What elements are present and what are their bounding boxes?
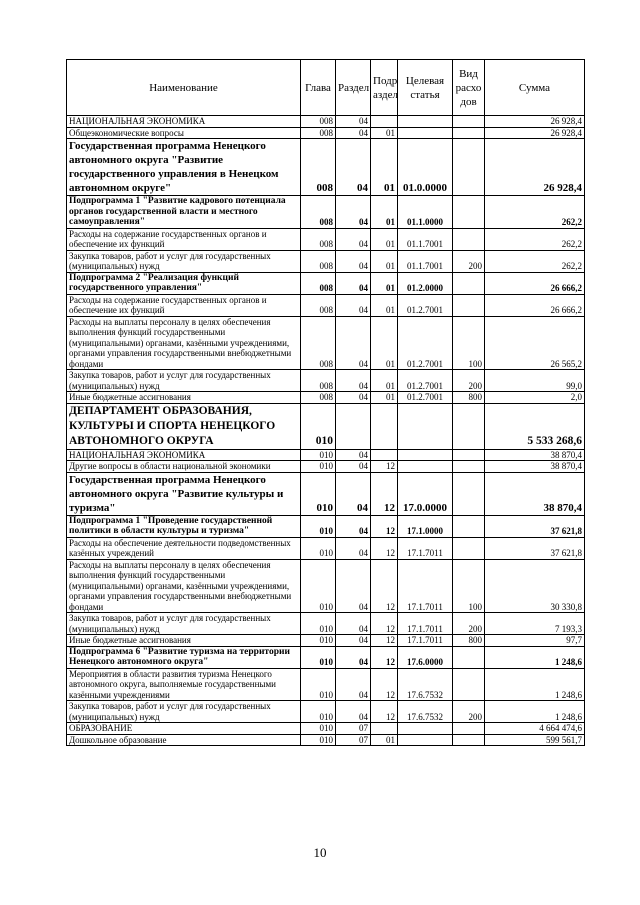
row-expense-type	[453, 461, 485, 473]
row-section: 04	[336, 701, 371, 723]
row-name: Иные бюджетные ассигнования	[67, 635, 301, 647]
header-expense-type: Вид расхо дов	[453, 60, 485, 116]
row-expense-type: 800	[453, 635, 485, 647]
row-subsection: 01	[371, 370, 398, 392]
row-section: 04	[336, 272, 371, 294]
row-target: 17.6.7532	[398, 668, 453, 701]
row-sum: 4 664 474,6	[485, 723, 585, 735]
row-subsection: 12	[371, 461, 398, 473]
row-target	[398, 723, 453, 735]
row-expense-type	[453, 668, 485, 701]
table-row	[67, 127, 585, 139]
header-chapter: Глава	[301, 60, 336, 116]
row-chapter: 010	[301, 515, 336, 537]
row-target: 17.1.7011	[398, 559, 453, 613]
row-subsection: 12	[371, 701, 398, 723]
row-section: 04	[336, 449, 371, 461]
row-section: 07	[336, 734, 371, 746]
table-row	[67, 472, 585, 515]
row-name: Расходы на выплаты персоналу в целях обеспечения выполнения функций государственными (муниципальными) органами, казёнными учреждениями, органами управления государственными внебюджетными фондами	[67, 559, 301, 613]
row-expense-type	[453, 515, 485, 537]
table-row	[67, 316, 585, 370]
row-target	[398, 734, 453, 746]
row-target: 01.0.0000	[398, 139, 453, 196]
row-chapter: 010	[301, 668, 336, 701]
row-expense-type: 200	[453, 613, 485, 635]
table-row	[67, 403, 585, 449]
row-subsection: 12	[371, 668, 398, 701]
row-name: Подпрограмма 1 "Развитие кадрового потенциала органов государственной власти и местного самоуправления"	[67, 196, 301, 229]
table-row	[67, 250, 585, 272]
row-sum: 38 870,4	[485, 461, 585, 473]
row-sum: 26 666,2	[485, 294, 585, 316]
row-expense-type: 100	[453, 559, 485, 613]
row-subsection: 12	[371, 635, 398, 647]
row-subsection: 01	[371, 734, 398, 746]
row-subsection: 12	[371, 613, 398, 635]
row-sum: 1 248,6	[485, 668, 585, 701]
row-chapter: 008	[301, 127, 336, 139]
row-section: 04	[336, 116, 371, 128]
row-chapter: 008	[301, 392, 336, 404]
row-target: 01.1.0000	[398, 196, 453, 229]
row-section: 04	[336, 537, 371, 559]
row-sum: 97,7	[485, 635, 585, 647]
row-subsection: 01	[371, 228, 398, 250]
row-section: 04	[336, 613, 371, 635]
row-section: 04	[336, 559, 371, 613]
row-expense-type	[453, 272, 485, 294]
row-target: 17.6.7532	[398, 701, 453, 723]
row-section	[336, 403, 371, 449]
row-expense-type: 800	[453, 392, 485, 404]
row-chapter: 010	[301, 701, 336, 723]
row-target: 17.1.7011	[398, 537, 453, 559]
row-expense-type	[453, 472, 485, 515]
row-chapter: 008	[301, 294, 336, 316]
row-sum: 262,2	[485, 196, 585, 229]
row-expense-type	[453, 646, 485, 668]
row-section: 04	[336, 196, 371, 229]
row-sum: 37 621,8	[485, 515, 585, 537]
row-sum: 26 928,4	[485, 116, 585, 128]
row-expense-type	[453, 228, 485, 250]
row-subsection: 01	[371, 250, 398, 272]
row-section: 04	[336, 228, 371, 250]
row-subsection	[371, 116, 398, 128]
row-target	[398, 127, 453, 139]
row-subsection	[371, 403, 398, 449]
table-body	[67, 116, 585, 746]
table-row	[67, 559, 585, 613]
table-row	[67, 515, 585, 537]
row-chapter: 008	[301, 370, 336, 392]
table-row	[67, 196, 585, 229]
table-row	[67, 723, 585, 735]
header-sum: Сумма	[485, 60, 585, 116]
table-row	[67, 449, 585, 461]
row-target	[398, 403, 453, 449]
row-target: 01.2.7001	[398, 294, 453, 316]
row-target: 01.2.7001	[398, 370, 453, 392]
row-name: Закупка товаров, работ и услуг для государственных (муниципальных) нужд	[67, 370, 301, 392]
row-name: Подпрограмма 6 "Развитие туризма на территории Ненецкого автономного округа"	[67, 646, 301, 668]
row-target: 17.1.0000	[398, 515, 453, 537]
row-subsection: 01	[371, 196, 398, 229]
row-target: 17.0.0000	[398, 472, 453, 515]
row-subsection: 01	[371, 127, 398, 139]
row-chapter: 010	[301, 537, 336, 559]
row-section: 04	[336, 646, 371, 668]
table-row	[67, 370, 585, 392]
row-subsection: 12	[371, 515, 398, 537]
row-expense-type	[453, 196, 485, 229]
row-expense-type	[453, 449, 485, 461]
row-name: Подпрограмма 2 "Реализация функций государственного управления"	[67, 272, 301, 294]
row-target: 01.2.7001	[398, 316, 453, 370]
row-chapter: 008	[301, 116, 336, 128]
row-expense-type	[453, 294, 485, 316]
row-subsection	[371, 723, 398, 735]
row-section: 04	[336, 515, 371, 537]
budget-table	[66, 59, 585, 746]
row-subsection: 12	[371, 472, 398, 515]
row-sum: 30 330,8	[485, 559, 585, 613]
row-name: Подпрограмма 1 "Проведение государственной политики в области культуры и туризма"	[67, 515, 301, 537]
row-sum: 26 928,4	[485, 139, 585, 196]
row-chapter: 008	[301, 139, 336, 196]
row-name: Закупка товаров, работ и услуг для государственных (муниципальных) нужд	[67, 613, 301, 635]
table-row	[67, 668, 585, 701]
row-subsection: 01	[371, 272, 398, 294]
row-sum: 26 928,4	[485, 127, 585, 139]
row-section: 04	[336, 472, 371, 515]
row-section: 04	[336, 127, 371, 139]
row-chapter: 010	[301, 472, 336, 515]
row-subsection: 12	[371, 537, 398, 559]
row-target: 17.1.7011	[398, 613, 453, 635]
table-row	[67, 116, 585, 128]
row-sum: 599 561,7	[485, 734, 585, 746]
row-expense-type	[453, 127, 485, 139]
row-sum: 262,2	[485, 228, 585, 250]
row-name: Государственная программа Ненецкого автономного округа "Развитие государственного управления в Ненецком автономном округе"	[67, 139, 301, 196]
row-subsection: 12	[371, 646, 398, 668]
row-expense-type: 200	[453, 370, 485, 392]
row-sum: 26 565,2	[485, 316, 585, 370]
row-chapter: 008	[301, 316, 336, 370]
row-expense-type: 200	[453, 250, 485, 272]
row-chapter: 010	[301, 461, 336, 473]
row-sum: 1 248,6	[485, 646, 585, 668]
row-section: 04	[336, 635, 371, 647]
header-subsection: Подр аздел	[371, 60, 398, 116]
row-section: 07	[336, 723, 371, 735]
header-target: Целевая статья	[398, 60, 453, 116]
row-sum: 26 666,2	[485, 272, 585, 294]
table-row	[67, 613, 585, 635]
row-subsection: 01	[371, 316, 398, 370]
row-expense-type: 100	[453, 316, 485, 370]
row-name: Расходы на обеспечение деятельности подведомственных казённых учреждений	[67, 537, 301, 559]
row-target: 17.1.7011	[398, 635, 453, 647]
row-chapter: 010	[301, 734, 336, 746]
page-number: 10	[313, 845, 327, 860]
row-target	[398, 449, 453, 461]
row-name: ДЕПАРТАМЕНТ ОБРАЗОВАНИЯ, КУЛЬТУРЫ И СПОРТА НЕНЕЦКОГО АВТОНОМНОГО ОКРУГА	[67, 403, 301, 449]
row-name: Расходы на содержание государственных органов и обеспечение их функций	[67, 294, 301, 316]
row-target: 01.1.7001	[398, 228, 453, 250]
row-chapter: 008	[301, 250, 336, 272]
row-name: ОБРАЗОВАНИЕ	[67, 723, 301, 735]
row-name: Закупка товаров, работ и услуг для государственных (муниципальных) нужд	[67, 250, 301, 272]
row-section: 04	[336, 139, 371, 196]
row-name: Дошкольное образование	[67, 734, 301, 746]
row-sum: 262,2	[485, 250, 585, 272]
row-sum: 99,0	[485, 370, 585, 392]
row-sum: 37 621,8	[485, 537, 585, 559]
row-chapter: 008	[301, 196, 336, 229]
row-name: Расходы на выплаты персоналу в целях обеспечения выполнения функций государственными (муниципальными) органами, казёнными учреждениями, органами управления государственными внебюджетными фондами	[67, 316, 301, 370]
row-subsection	[371, 449, 398, 461]
row-subsection: 01	[371, 139, 398, 196]
row-target: 01.2.7001	[398, 392, 453, 404]
row-name: Другие вопросы в области национальной экономики	[67, 461, 301, 473]
row-section: 04	[336, 250, 371, 272]
row-name: Мероприятия в области развития туризма Ненецкого автономного округа, выполняемые государственными казёнными учреждениями	[67, 668, 301, 701]
row-sum: 7 193,3	[485, 613, 585, 635]
row-sum: 38 870,4	[485, 472, 585, 515]
row-sum: 2,0	[485, 392, 585, 404]
row-chapter: 010	[301, 723, 336, 735]
row-name: Государственная программа Ненецкого автономного округа "Развитие культуры и туризма"	[67, 472, 301, 515]
row-expense-type	[453, 723, 485, 735]
header-name: Наименование	[67, 60, 301, 116]
row-expense-type	[453, 116, 485, 128]
row-target	[398, 461, 453, 473]
table-row	[67, 537, 585, 559]
table-row	[67, 734, 585, 746]
row-target: 17.6.0000	[398, 646, 453, 668]
row-subsection: 01	[371, 392, 398, 404]
row-target: 01.2.0000	[398, 272, 453, 294]
table-row	[67, 461, 585, 473]
table-row	[67, 228, 585, 250]
row-sum: 1 248,6	[485, 701, 585, 723]
row-target	[398, 116, 453, 128]
row-expense-type: 200	[453, 701, 485, 723]
row-section: 04	[336, 294, 371, 316]
row-name: Общеэкономические вопросы	[67, 127, 301, 139]
row-sum: 38 870,4	[485, 449, 585, 461]
table-row	[67, 139, 585, 196]
row-expense-type	[453, 139, 485, 196]
row-name: Закупка товаров, работ и услуг для государственных (муниципальных) нужд	[67, 701, 301, 723]
row-expense-type	[453, 537, 485, 559]
row-subsection: 12	[371, 559, 398, 613]
header-section: Раздел	[336, 60, 371, 116]
row-section: 04	[336, 392, 371, 404]
row-name: НАЦИОНАЛЬНАЯ ЭКОНОМИКА	[67, 449, 301, 461]
table-row	[67, 392, 585, 404]
row-sum: 5 533 268,6	[485, 403, 585, 449]
row-expense-type	[453, 403, 485, 449]
row-subsection: 01	[371, 294, 398, 316]
row-name: НАЦИОНАЛЬНАЯ ЭКОНОМИКА	[67, 116, 301, 128]
table-row	[67, 646, 585, 668]
row-chapter: 010	[301, 646, 336, 668]
row-chapter: 010	[301, 559, 336, 613]
header-row	[67, 60, 585, 116]
row-chapter: 008	[301, 228, 336, 250]
row-chapter: 008	[301, 272, 336, 294]
table-row	[67, 272, 585, 294]
row-chapter: 010	[301, 635, 336, 647]
budget-table-container	[66, 59, 584, 746]
row-chapter: 010	[301, 613, 336, 635]
row-name: Иные бюджетные ассигнования	[67, 392, 301, 404]
row-name: Расходы на содержание государственных органов и обеспечение их функций	[67, 228, 301, 250]
row-section: 04	[336, 461, 371, 473]
row-section: 04	[336, 668, 371, 701]
row-expense-type	[453, 734, 485, 746]
row-section: 04	[336, 370, 371, 392]
row-section: 04	[336, 316, 371, 370]
table-row	[67, 635, 585, 647]
row-chapter: 010	[301, 403, 336, 449]
row-target: 01.1.7001	[398, 250, 453, 272]
table-row	[67, 701, 585, 723]
table-row	[67, 294, 585, 316]
row-chapter: 010	[301, 449, 336, 461]
